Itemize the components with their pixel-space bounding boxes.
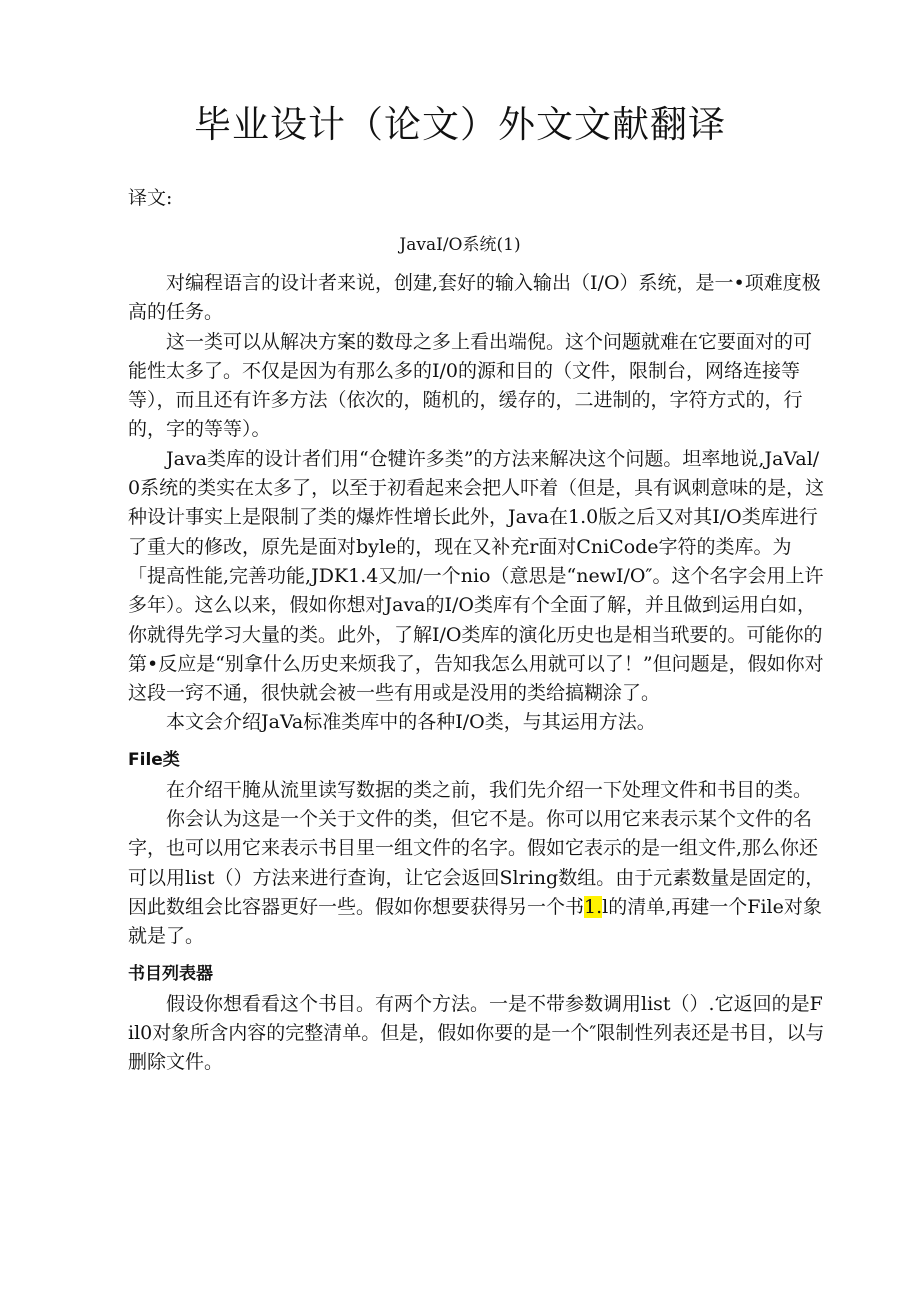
section-heading-directory-lister: 书目列表器 [128,963,213,984]
section-heading-file: File类 [128,749,180,770]
paragraph-3: Java类库的设计者们用“仓犍许多类”的方法来解决这个问题。坦率地说,JaVal/0系统的类实在太多了，以至于初看起来会把人吓着（但是，具有讽刺意味的是，这种设计事实上是限制了类的爆炸性增长此外，Java在1.0版之后又对其I/O类库进行了重大的修改，原先是面对byle的，现在又补充r面对CniCode字符的类库。为「提高性能,完善功能,JDK1.4又加/一个nio（意思是“newI/O″。这个名字会用上许多年）。这么以来，假如你想对Java的I/O类库有个全面了解，并且做到运用白如，你就得先学习大量的类。此外，了解I/O类库的演化历史也是相当玳要的。可能你的第•反应是“别拿什么历史来烦我了，告知我怎么用就可以了！”但问题是，假如你对这段一窍不通，很快就会被一些有用或是没用的类给搞糊涂了。 [128,447,825,705]
highlighted-text: 1. [584,895,603,918]
page-title: 毕业设计（论文）外文文献翻译 [194,103,726,146]
paragraph-6-text-b: l的清单,再建一个File对象就是了。 [128,895,822,948]
paragraph-7: 假设你想看看这个书目。有两个方法。一是不带参数调用list（）.它返回的是Fil0对象所含内容的完整清单。但是，假如你要的是一个″限制性列表还是书目，以与删除文件。 [128,992,825,1074]
paragraph-1: 对编程语言的设计者来说，创建,套好的输入输出（I/O）系统，是一•项难度极高的任务。 [128,272,821,324]
paragraph-6 [128,805,828,951]
document-body [128,269,828,1077]
paragraph-5: 在介绍干腌从流里读写数据的类之前，我们先介绍一下处理文件和书目的类。 [166,778,813,801]
article-title: JavaI/O系统(1) [399,235,521,255]
paragraph-4: 本文会介绍JaVa标准类库中的各种I/O类，与其运用方法。 [166,711,656,734]
paragraph-2: 这一类可以从解决方案的数母之多上看出端倪。这个问题就难在它要面对的可能性太多了。不仅是因为有那么多的I/0的源和目的（文件，限制台，网络连接等等），而且还有许多方法（依次的，随机的，缓存的，二进制的，字符方式的，行的，字的等等）。 [128,330,813,441]
paragraph-6-text-a: 你会认为这是一个关于文件的类，但它不是。你可以用它来表示某个文件的名字，也可以用它来表示书目里一组文件的名字。假如它表示的是一组文件,那么你还可以用list（）方法来进行查询，让它会返回Slring数组。由于元素数量是固定的，因此数组会比容器更好一些。假如你想要获得另一个书 [128,808,825,918]
translation-label: 译文: [128,187,173,209]
